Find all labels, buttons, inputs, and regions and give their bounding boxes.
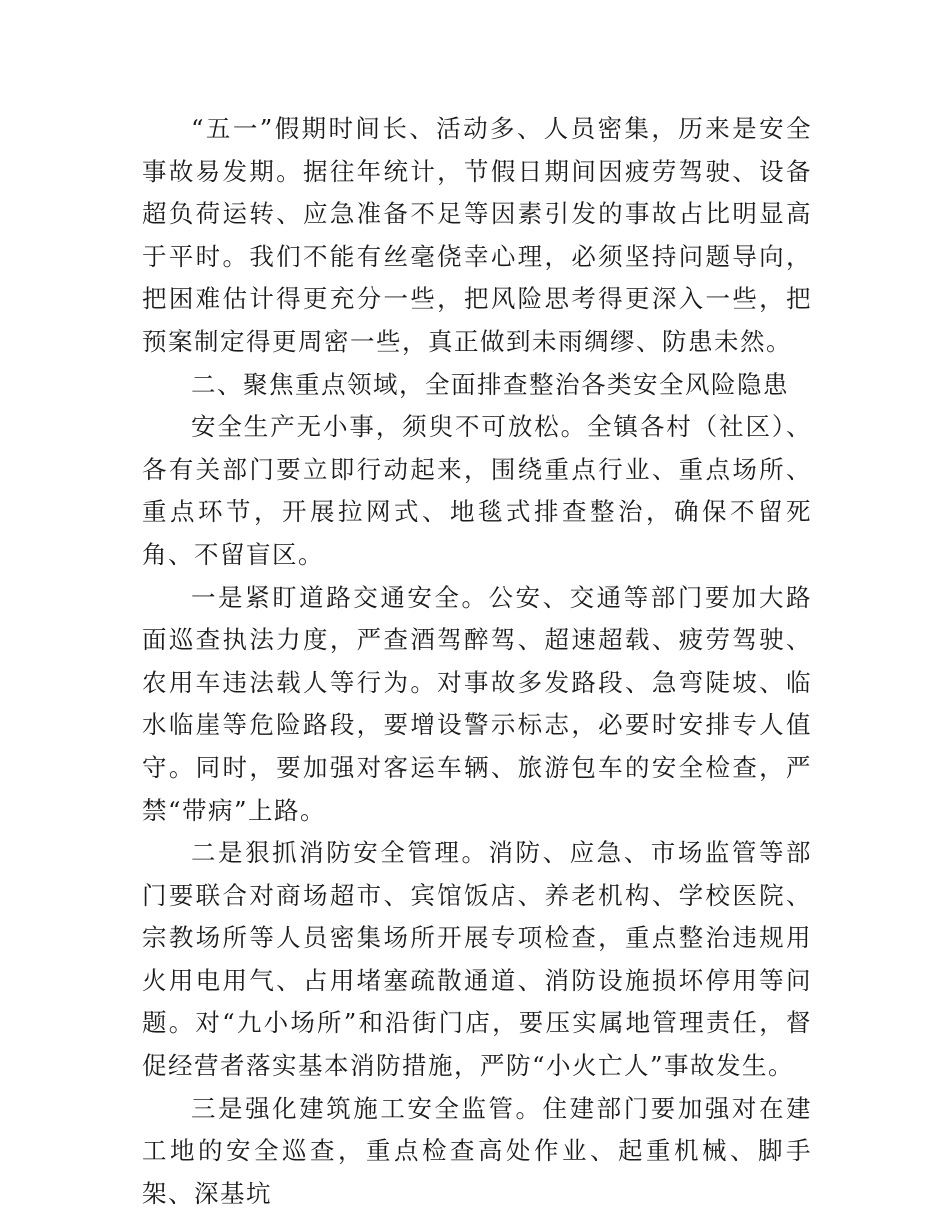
paragraph-construction-safety: 三是强化建筑施工安全监管。住建部门要加强对在建工地的安全巡查，重点检查高处作业、起重机械、脚手架、深基坑 xyxy=(142,1093,812,1208)
document-body xyxy=(142,108,812,1215)
paragraph-fire-safety: 二是狠抓消防安全管理。消防、应急、市场监管等部门要联合对商场超市、宾馆饭店、养老机构、学校医院、宗教场所等人员密集场所开展专项检查，重点整治违规用火用电用气、占用堵塞疏散通道、消防设施损坏停用等问题。对“九小场所”和沿街门店，要压实属地管理责任，督促经营者落实基本消防措施，严防“小火亡人”事故发生。 xyxy=(142,838,812,1081)
paragraph-road-safety: 一是紧盯道路交通安全。公安、交通等部门要加大路面巡查执法力度，严查酒驾醉驾、超速超载、疲劳驾驶、农用车违法载人等行为。对事故多发路段、急弯陡坡、临水临崖等危险路段，要增设警示标志，必要时安排专人值守。同时，要加强对客运车辆、旅游包车的安全检查，严禁“带病”上路。 xyxy=(142,582,812,825)
section-heading: 二、聚焦重点领域，全面排查整治各类安全风险隐患 xyxy=(191,369,789,399)
paragraph-section-intro: 安全生产无小事，须臾不可放松。全镇各村（社区）、各有关部门要立即行动起来，围绕重点行业、重点场所、重点环节，开展拉网式、地毯式排查整治，确保不留死角、不留盲区。 xyxy=(142,412,812,569)
paragraph-intro: “五一”假期时间长、活动多、人员密集，历来是安全事故易发期。据往年统计，节假日期间因疲劳驾驶、设备超负荷运转、应急准备不足等因素引发的事故占比明显高于平时。我们不能有丝毫侥幸心理，必须坚持问题导向，把困难估计得更充分一些，把风险思考得更深入一些，把预案制定得更周密一些，真正做到未雨绸缪、防患未然。 xyxy=(142,114,812,356)
